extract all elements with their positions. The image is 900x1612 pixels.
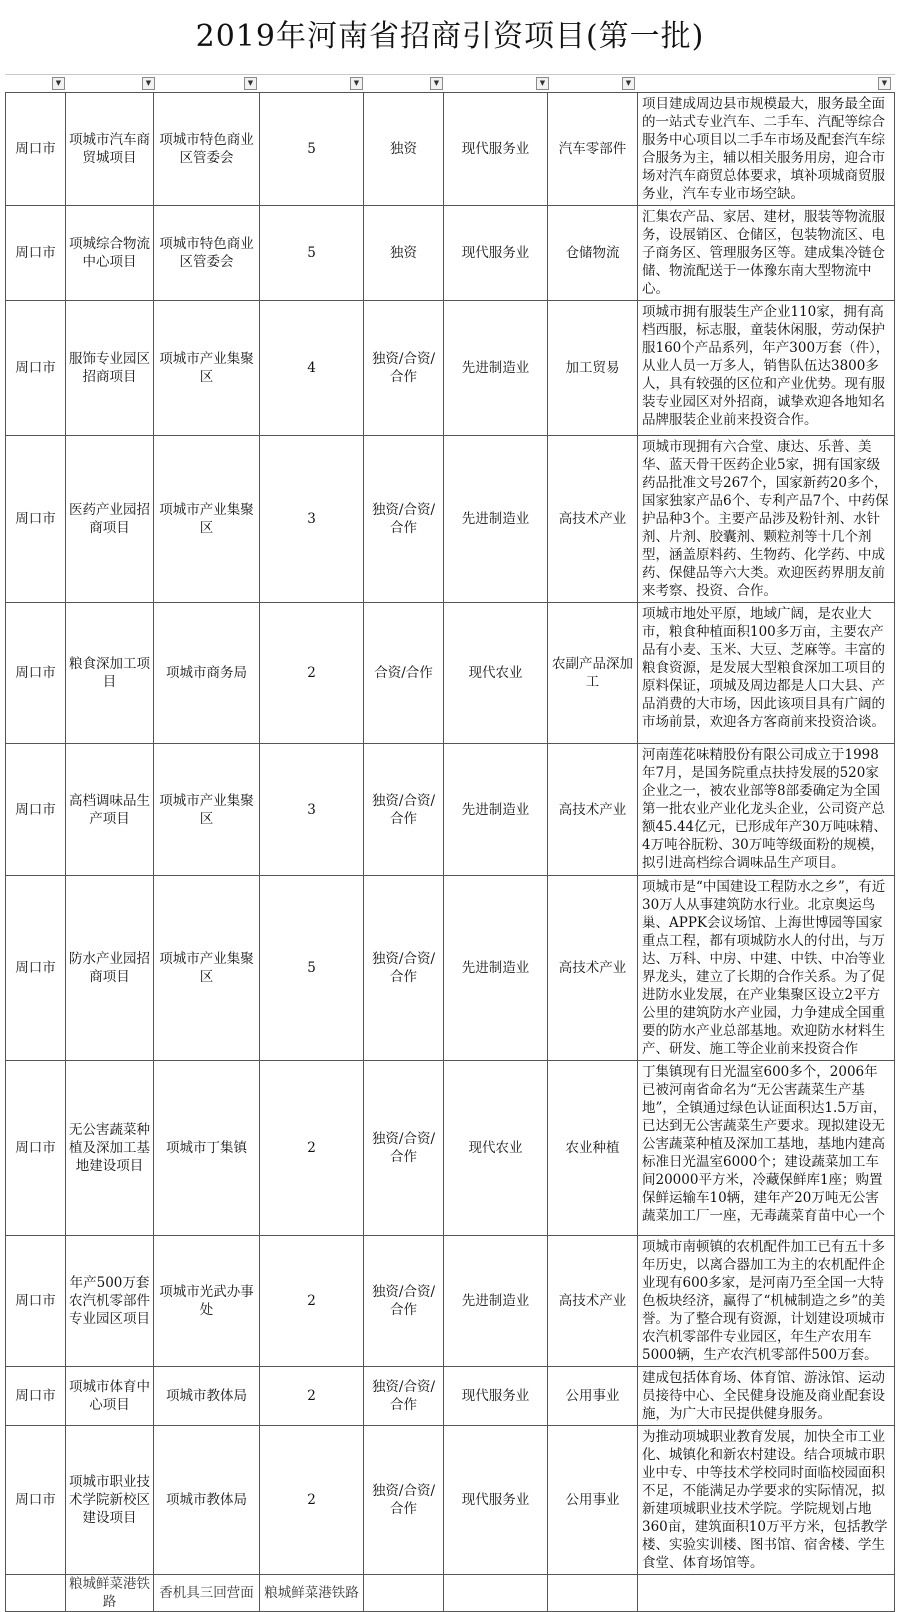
project-name-cell[interactable]: 粮城鲜菜港铁路 — [66, 1575, 154, 1612]
org-cell[interactable]: 项城市产业集聚区 — [154, 744, 260, 876]
city-cell[interactable]: 周口市 — [6, 744, 66, 876]
project-name-cell[interactable]: 防水产业园招商项目 — [66, 876, 154, 1061]
category-cell[interactable]: 仓储物流 — [548, 206, 638, 301]
category-cell[interactable]: 高技术产业 — [548, 436, 638, 603]
project-name-cell[interactable]: 年产500万套农汽机零部件专业园区项目 — [66, 1236, 154, 1367]
table-row[interactable] — [6, 876, 895, 1061]
category-cell[interactable]: 公用事业 — [548, 1426, 638, 1575]
amount-cell[interactable]: 4 — [260, 301, 364, 436]
mode-cell[interactable]: 独资/合资/合作 — [364, 301, 444, 436]
description-cell[interactable]: 项目建成周边县市规模最大，服务最全面的一站式专业汽车、二手车、汽配等综合服务中心项目以二手车市场及配套汽车综合服务为主，辅以相关服务用房，迎合市场对汽车商贸总体要求，填补项城商贸服务业，汽车专业市场空缺。 — [638, 93, 895, 206]
project-name-cell[interactable]: 项城市职业技术学院新校区建设项目 — [66, 1426, 154, 1575]
mode-cell[interactable]: 独资/合资/合作 — [364, 744, 444, 876]
org-cell[interactable]: 项城市特色商业区管委会 — [154, 206, 260, 301]
table-row[interactable] — [6, 1061, 895, 1236]
project-name-cell[interactable]: 粮食深加工项目 — [66, 603, 154, 744]
mode-cell[interactable]: 独资 — [364, 206, 444, 301]
table-row[interactable] — [6, 744, 895, 876]
industry-cell[interactable]: 现代服务业 — [444, 93, 548, 206]
filter-dropdown-icon[interactable]: ▼ — [622, 77, 635, 90]
city-cell[interactable]: 周口市 — [6, 1236, 66, 1367]
category-cell[interactable]: 公用事业 — [548, 1367, 638, 1426]
industry-cell[interactable]: 现代服务业 — [444, 1367, 548, 1426]
mode-cell[interactable]: 独资/合资/合作 — [364, 1061, 444, 1236]
table-row[interactable] — [6, 1367, 895, 1426]
category-cell[interactable]: 高技术产业 — [548, 876, 638, 1061]
filter-dropdown-icon[interactable]: ▼ — [878, 77, 891, 90]
org-cell[interactable]: 项城市产业集聚区 — [154, 876, 260, 1061]
mode-cell[interactable]: 独资/合资/合作 — [364, 1367, 444, 1426]
org-cell[interactable]: 项城市丁集镇 — [154, 1061, 260, 1236]
amount-cell[interactable]: 粮城鲜菜港铁路 — [260, 1575, 364, 1612]
city-cell[interactable]: 周口市 — [6, 1426, 66, 1575]
industry-cell[interactable]: 现代服务业 — [444, 206, 548, 301]
project-table — [5, 92, 895, 1612]
city-cell[interactable]: 周口市 — [6, 1061, 66, 1236]
mode-cell[interactable]: 独资/合资/合作 — [364, 1236, 444, 1367]
mode-cell[interactable]: 独资/合资/合作 — [364, 1426, 444, 1575]
category-cell[interactable] — [548, 1575, 638, 1612]
mode-cell[interactable]: 合资/合作 — [364, 603, 444, 744]
org-cell[interactable]: 项城市教体局 — [154, 1426, 260, 1575]
filter-active-icon[interactable]: ▼ — [142, 77, 155, 90]
mode-cell[interactable]: 独资/合资/合作 — [364, 876, 444, 1061]
description-cell[interactable]: 为推动项城职业教育发展，加快全市工业化、城镇化和新农村建设。结合项城市职业中专、中等技术学校同时面临校园面积不足，不能满足办学要求的实际情况，拟新建项城职业技术学院。学院规划占地360亩，建筑面积10万平方米，包括教学楼、实验实训楼、图书馆、宿舍楼、学生食堂、体育场馆等。 — [638, 1426, 895, 1575]
table-row[interactable] — [6, 1236, 895, 1367]
industry-cell[interactable]: 先进制造业 — [444, 301, 548, 436]
amount-cell[interactable]: 5 — [260, 876, 364, 1061]
city-cell[interactable] — [6, 1575, 66, 1612]
category-cell[interactable]: 加工贸易 — [548, 301, 638, 436]
description-cell[interactable]: 项城市拥有服装生产企业110家，拥有高档西服，标志服，童装休闲服，劳动保护服160个产品系列，年产300万套（件），从业人员一万多人，销售队伍达3800多人，具有较强的区位和产业优势。现有服装专业园区对外招商，诚挚欢迎各地知名品牌服装企业前来投资合作。 — [638, 301, 895, 436]
description-cell[interactable]: 丁集镇现有日光温室600多个，2006年已被河南省命名为“无公害蔬菜生产基地”，全镇通过绿色认证面积达1.5万亩，已达到无公害蔬菜生产要求。现拟建设无公害蔬菜种植及深加工基地，基地内建高标准日光温室6000个；建设蔬菜加工车间20000平方米，冷藏保鲜库1座；购置保鲜运输车10辆，建年产20万吨无公害蔬菜加工厂一座，无毒蔬菜育苗中心一个 — [638, 1061, 895, 1236]
industry-cell[interactable]: 先进制造业 — [444, 744, 548, 876]
filter-dropdown-icon[interactable]: ▼ — [350, 77, 363, 90]
filter-dropdown-icon[interactable]: ▼ — [430, 77, 443, 90]
project-name-cell[interactable]: 服饰专业园区招商项目 — [66, 301, 154, 436]
table-row[interactable] — [6, 436, 895, 603]
table-row[interactable] — [6, 301, 895, 436]
amount-cell[interactable]: 2 — [260, 1426, 364, 1575]
org-cell[interactable]: 项城市产业集聚区 — [154, 436, 260, 603]
city-cell[interactable]: 周口市 — [6, 1367, 66, 1426]
org-cell[interactable]: 项城市特色商业区管委会 — [154, 93, 260, 206]
description-cell[interactable]: 项城市是“中国建设工程防水之乡”，有近30万人从事建筑防水行业。北京奥运鸟巢、APPK会议场馆、上海世博园等国家重点工程，都有项城防水人的付出，与万达、万科、中房、中建、中铁、中冶等业界龙头，建立了长期的合作关系。为了促进防水业发展，在产业集聚区设立2平方公里的建筑防水产业园，力争建成全国重要的防水产业总部基地。欢迎防水材料生产、研发、施工等企业前来投资合作 — [638, 876, 895, 1061]
mode-cell[interactable]: 独资 — [364, 93, 444, 206]
amount-cell[interactable]: 3 — [260, 436, 364, 603]
table-row-partial[interactable] — [6, 1575, 895, 1612]
filter-dropdown-icon[interactable]: ▼ — [52, 77, 65, 90]
project-name-cell[interactable]: 医药产业园招商项目 — [66, 436, 154, 603]
project-name-cell[interactable]: 项城市汽车商贸城项目 — [66, 93, 154, 206]
mode-cell[interactable]: 独资/合资/合作 — [364, 436, 444, 603]
description-cell[interactable]: 项城市南顿镇的农机配件加工已有五十多年历史，以离合器加工为主的农机配件企业现有600多家，是河南乃至全国一大特色板块经济，赢得了“机械制造之乡”的美誉。为了整合现有资源，计划建设项城市农汽机零部件专业园区，年生产农用车5000辆，生产农汽机零部件500万套。 — [638, 1236, 895, 1367]
org-cell[interactable]: 香机具三回营面 — [154, 1575, 260, 1612]
city-cell[interactable]: 周口市 — [6, 301, 66, 436]
description-cell[interactable]: 河南莲花味精股份有限公司成立于1998年7月，是国务院重点扶持发展的520家企业之一，被农业部等8部委确定为全国第一批农业产业化龙头企业，公司资产总额45.44亿元，已形成年产30万吨味精、4万吨谷朊粉、30万吨等级面粉的规模，拟引进高档综合调味品生产项目。 — [638, 744, 895, 876]
category-cell[interactable]: 汽车零部件 — [548, 93, 638, 206]
city-cell[interactable]: 周口市 — [6, 436, 66, 603]
table-row[interactable] — [6, 93, 895, 206]
org-cell[interactable]: 项城市产业集聚区 — [154, 301, 260, 436]
category-cell[interactable]: 高技术产业 — [548, 744, 638, 876]
city-cell[interactable]: 周口市 — [6, 876, 66, 1061]
project-name-cell[interactable]: 无公害蔬菜种植及深加工基地建设项目 — [66, 1061, 154, 1236]
description-cell[interactable]: 项城市现拥有六合堂、康达、乐普、美华、蓝天骨干医药企业5家，拥有国家级药品批准文号267个，国家新药20多个，国家独家产品6个、专利产品7个、中药保护品种3个。主要产品涉及粉针剂、水针剂、片剂、胶囊剂、颗粒剂等十几个剂型，涵盖原料药、生物药、化学药、中成药、保健品等六大类。欢迎医药界朋友前来考察、投资、合作。 — [638, 436, 895, 603]
category-cell[interactable]: 高技术产业 — [548, 1236, 638, 1367]
table-row[interactable] — [6, 206, 895, 301]
industry-cell[interactable] — [444, 1575, 548, 1612]
table-row[interactable] — [6, 603, 895, 744]
city-cell[interactable]: 周口市 — [6, 93, 66, 206]
amount-cell[interactable]: 2 — [260, 603, 364, 744]
amount-cell[interactable]: 3 — [260, 744, 364, 876]
amount-cell[interactable]: 2 — [260, 1061, 364, 1236]
org-cell[interactable]: 项城市商务局 — [154, 603, 260, 744]
description-cell[interactable] — [638, 1575, 895, 1612]
industry-cell[interactable]: 现代农业 — [444, 603, 548, 744]
project-name-cell[interactable]: 项城市体育中心项目 — [66, 1367, 154, 1426]
industry-cell[interactable]: 现代农业 — [444, 1061, 548, 1236]
filter-dropdown-icon[interactable]: ▼ — [536, 77, 549, 90]
project-name-cell[interactable]: 项城综合物流中心项目 — [66, 206, 154, 301]
category-cell[interactable]: 农副产品深加工 — [548, 603, 638, 744]
industry-cell[interactable]: 现代服务业 — [444, 1426, 548, 1575]
amount-cell[interactable]: 2 — [260, 1367, 364, 1426]
description-cell[interactable]: 汇集农产品、家居、建材，服装等物流服务，设展销区、仓储区，包装物流区、电子商务区、管理服务区等。建成集冷链仓储、物流配送于一体豫东南大型物流中心。 — [638, 206, 895, 301]
table-row[interactable] — [6, 1426, 895, 1575]
industry-cell[interactable]: 先进制造业 — [444, 436, 548, 603]
city-cell[interactable]: 周口市 — [6, 206, 66, 301]
amount-cell[interactable]: 5 — [260, 93, 364, 206]
city-cell[interactable]: 周口市 — [6, 603, 66, 744]
description-cell[interactable]: 建成包括体育场、体育馆、游泳馆、运动员接待中心、全民健身设施及商业配套设施，为广大市民提供健身服务。 — [638, 1367, 895, 1426]
filter-dropdown-icon[interactable]: ▼ — [244, 77, 257, 90]
mode-cell[interactable] — [364, 1575, 444, 1612]
sheet-title: 2019年河南省招商引资项目(第一批) — [195, 19, 705, 54]
description-cell[interactable]: 项城市地处平原，地域广阔，是农业大市，粮食种植面积100多万亩，主要农产品有小麦、玉米、大豆、芝麻等。丰富的粮食资源，是发展大型粮食深加工项目的原料保证，项城及周边都是人口大县、产品消费的大市场，因此该项目具有广阔的市场前景，欢迎各方客商前来投资洽谈。 — [638, 603, 895, 744]
org-cell[interactable]: 项城市光武办事处 — [154, 1236, 260, 1367]
filter-header-row — [5, 74, 895, 93]
amount-cell[interactable]: 5 — [260, 206, 364, 301]
category-cell[interactable]: 农业种植 — [548, 1061, 638, 1236]
industry-cell[interactable]: 先进制造业 — [444, 876, 548, 1061]
industry-cell[interactable]: 先进制造业 — [444, 1236, 548, 1367]
org-cell[interactable]: 项城市教体局 — [154, 1367, 260, 1426]
amount-cell[interactable]: 2 — [260, 1236, 364, 1367]
project-name-cell[interactable]: 高档调味品生产项目 — [66, 744, 154, 876]
